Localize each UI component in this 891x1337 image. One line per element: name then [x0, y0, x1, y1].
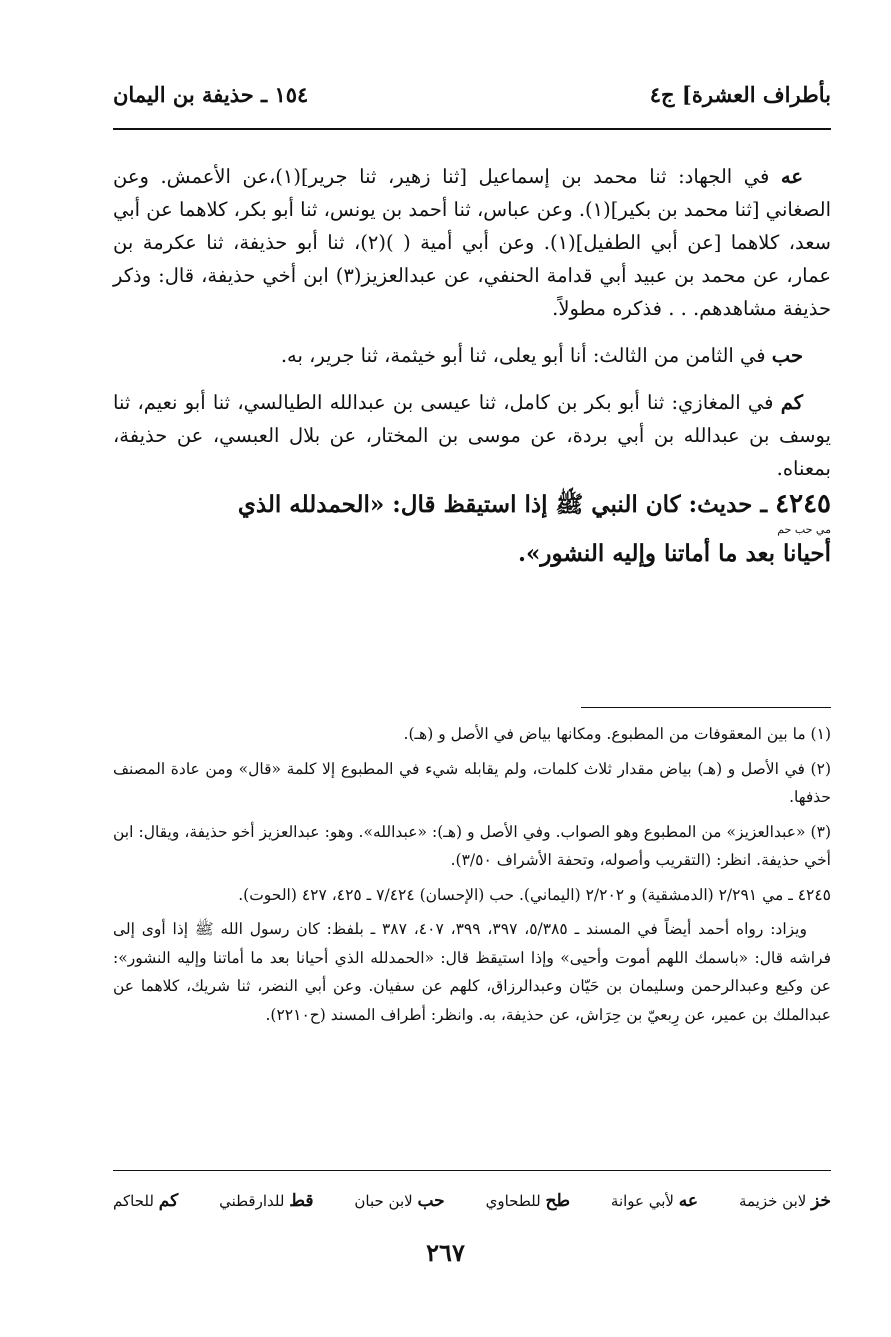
footnote-1: (١) ما بين المعقوفات من المطبوع. ومكانها بياض في الأصل و (هـ). [403, 725, 831, 743]
abbreviation-name: لابن خزيمة [738, 1192, 807, 1210]
abbreviation-name: للطحاوي [485, 1192, 541, 1210]
hadith-number: ٤٢٤٥ [775, 489, 831, 519]
footnote-hadith-refs: ٤٢٤٥ ـ مي ٢/٢٩١ (الدمشقية) و ٢/٢٠٢ (اليماني). حب (الإحسان) ٧/٤٢٤ ـ ٤٢٥، ٤٢٧ (الحوت). [238, 885, 831, 904]
hadith-line-1: ـ حديث: كان النبي ﷺ إذا استيقظ قال: «الحمدلله الذي [237, 491, 768, 518]
header-book-title: بأطراف العشرة] ج٤ [649, 81, 831, 107]
paragraph-text: في المغازي: ثنا أبو بكر بن كامل، ثنا عيسى بن عبدالله الطيالسي، ثنا أبو نعيم، ثنا يوسف بن عبدالله بن أبي بردة، عن موسى بن المختار، عن بلال العبسي، عن حذيفة، بمعناه. [113, 391, 831, 480]
footnote-additions: ويزاد: رواه أحمد أيضاً في المسند ـ ٥/٣٨٥، ٣٩٧، ٣٩٩، ٤٠٧، ٣٨٧ ـ بلفظ: كان رسول الله ﷺ إذا أوى إلى فراشه قال: «باسمك اللهم أموت وأحيى» وإذا استيقظ قال: «الحمدلله الذي أحيانا بعد ما أماتنا وإليه النشور»: عن وكيع وعبدالرحمن وسليمان بن حَيّان وعبدالرزاق، كلهم عن سفيان. وعن أبي النضر، ثنا شريك، كلاهما عن عبدالملك بن عمير، عن رِبعيّ بن حِرَاش، عن حذيفة، به. وانظر: أطراف المسند (ح٢٢١٠). [113, 920, 831, 1024]
abbreviation-name: لأبي عوانة [610, 1192, 674, 1210]
abbreviation-code: طح [545, 1191, 570, 1211]
abbreviation-code: خز [811, 1191, 831, 1211]
abbreviation-name: لابن حبان [354, 1192, 413, 1210]
header-section-title: ١٥٤ ـ حذيفة بن اليمان [113, 81, 309, 107]
abbreviation-item [219, 1191, 313, 1211]
abbreviation-code: قط [289, 1191, 314, 1211]
abbreviation-name: للدارقطني [219, 1192, 285, 1210]
abbreviation-code: حب [417, 1191, 445, 1211]
paragraph-hakim [113, 386, 831, 485]
footnotes [113, 720, 831, 1035]
header-divider [113, 128, 831, 130]
hadith-source-gloss: مي حب حم [777, 523, 831, 536]
paragraph-text: في الجهاد: ثنا محمد بن إسماعيل [ثنا زهير، ثنا جرير](١)،عن الأعمش. وعن الصغاني [ثنا محمد بن بكير](١). وعن عباس، ثنا أحمد بن يونس، ثنا أبو بكر، كلاهما عن أبي سعد، كلاهما [عن أبي الطفيل](١). وعن أبي أمية ( )(٢)، ثنا أبو حذيفة، ثنا عكرمة بن عمار، عن محمد بن عبيد أبي قدامة الحنفي، عن عبدالعزيز(٣) ابن أخي حذيفة، قال: وذكر حذيفة مشاهدهم. . . فذكره مطولاً. [113, 165, 831, 320]
main-text [113, 160, 831, 573]
paragraph-awana [113, 160, 831, 325]
footnote-divider [581, 707, 831, 708]
abbreviation-item [354, 1191, 444, 1211]
paragraph-ibn-hibban [113, 339, 831, 372]
abbreviation-item [486, 1191, 570, 1211]
hadith-entry [113, 485, 831, 573]
abbreviation-name: للحاكم [113, 1192, 154, 1210]
abbreviation-item [113, 1191, 178, 1211]
hadith-line-2: أحيانا بعد ما أماتنا وإليه النشور». [518, 540, 831, 567]
abbreviation-code: عه [678, 1191, 699, 1211]
abbreviation-item [611, 1191, 698, 1211]
paragraph-text: في الثامن من الثالث: أنا أبو يعلى، ثنا أبو خيثمة، ثنا جرير، به. [280, 344, 766, 367]
abbreviations-legend [113, 1184, 831, 1218]
page-number: ٢٦٧ [426, 1238, 465, 1267]
footnote-3: (٣) «عبدالعزيز» من المطبوع وهو الصواب. وفي الأصل و (هـ): «عبدالله». وهو: عبدالعزيز أخو حذيفة، ويقال: ابن أخي حذيفة. انظر: (التقريب وأصوله، وتحفة الأشراف ٣/٥٠). [113, 822, 831, 869]
abbreviations-divider [113, 1170, 831, 1171]
source-symbol: كم [780, 391, 804, 414]
abbreviation-code: كم [158, 1191, 179, 1211]
abbreviation-item [739, 1191, 831, 1211]
page-header [113, 74, 831, 114]
footnote-2: (٢) في الأصل و (هـ) بياض مقدار ثلاث كلمات، ولم يقابله شيء في المطبوع إلا كلمة «قال» ومن عادة المصنف حذفها. [113, 759, 831, 806]
source-symbol: عه [780, 165, 803, 188]
source-symbol: حب [771, 344, 803, 367]
